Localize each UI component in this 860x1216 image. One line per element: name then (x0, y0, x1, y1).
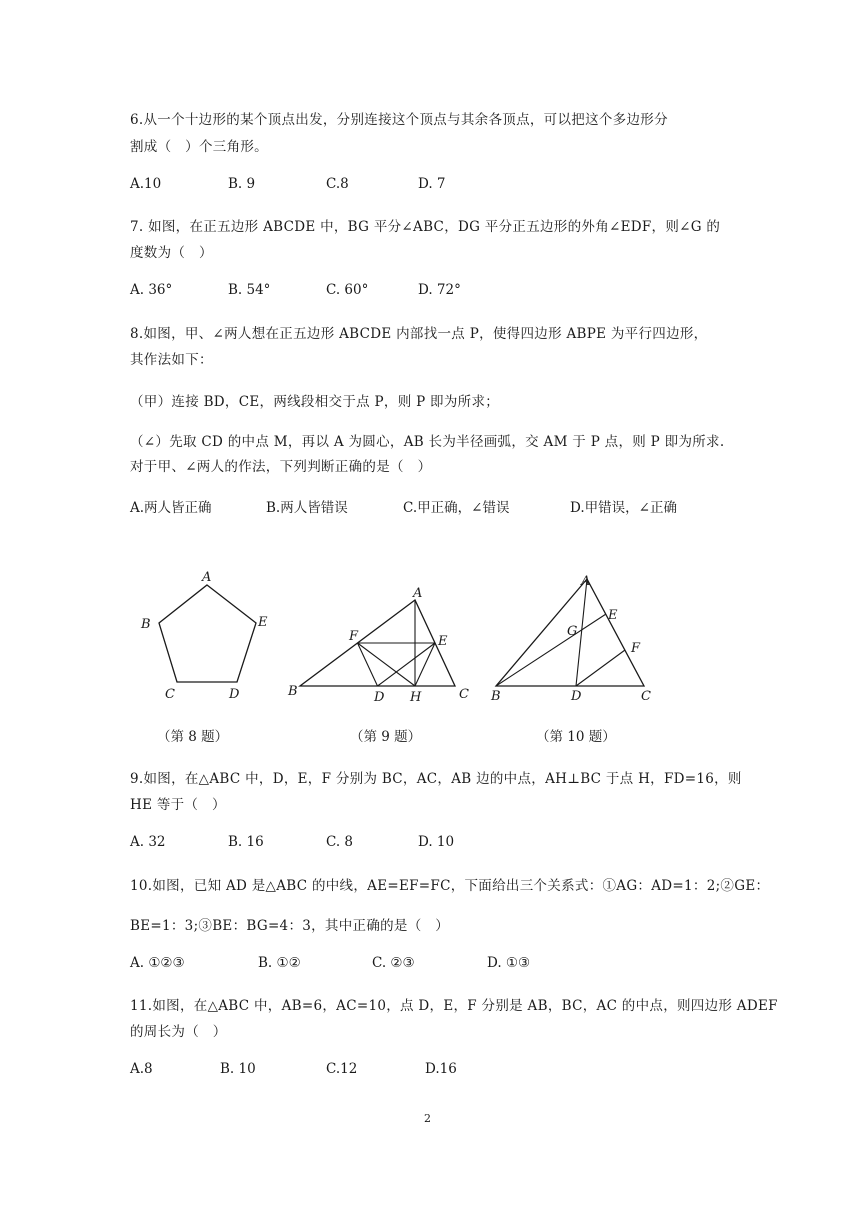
q11-option-d: D.16 (425, 1061, 457, 1077)
q7-option-a: A. 36° (130, 282, 173, 298)
q10-stem-line1: 10.如图，已知 AD 是△ABC 的中线，AE=EF=FC，下面给出三个关系式：①AG：AD=1：2;②GE： (130, 878, 770, 894)
q9-option-b: B. 16 (228, 834, 264, 850)
fig8-label-b: B (141, 617, 151, 632)
q9-option-c: C. 8 (326, 834, 354, 850)
fig9-label-d: D (374, 690, 385, 705)
q6-option-d: D. 7 (418, 176, 446, 192)
fig10-label-d: D (571, 689, 582, 704)
fig10-label-c: C (641, 689, 651, 704)
fig8-label-c: C (165, 687, 175, 702)
q9-stem-line1: 9.如图，在△ABC 中，D，E，F 分别为 BC，AC，AB 边的中点，AH⊥BC 于点 H，FD=16，则 (130, 771, 742, 787)
q6-option-a: A.10 (130, 176, 162, 192)
q7-stem-line2: 度数为（ ） (130, 245, 213, 261)
fig10-caption: （第 10 题） (536, 729, 616, 745)
q8-option-b: B.两人皆错误 (266, 500, 348, 516)
fig10-label-e: E (608, 608, 618, 623)
fig10-label-f: F (631, 641, 641, 656)
fig10-label-g: G (567, 624, 578, 639)
q7-stem-line1: 7. 如图，在正五边形 ABCDE 中，BG 平分∠ABC，DG 平分正五边形的外角∠EDF，则∠G 的 (130, 219, 721, 235)
fig10-label-a: A (581, 574, 591, 589)
q8-stem-line5: 对于甲、∠两人的作法，下列判断正确的是（ ） (130, 459, 432, 475)
q11-stem-line2: 的周长为（ ） (130, 1024, 227, 1040)
figure-8-pentagon (130, 565, 290, 715)
page-number: 2 (424, 1112, 431, 1125)
fig8-label-a: A (202, 570, 212, 585)
q6-option-b: B. 9 (228, 176, 256, 192)
q7-option-c: C. 60° (326, 282, 369, 298)
q11-option-a: A.8 (130, 1061, 153, 1077)
fig9-label-c: C (459, 687, 469, 702)
q8-option-c: C.甲正确，∠错误 (403, 500, 510, 516)
q10-option-a: A. ①②③ (130, 955, 185, 971)
figure-9-triangle (285, 580, 485, 705)
q6-stem-line1: 6.从一个十边形的某个顶点出发，分别连接这个顶点与其余各顶点，可以把这个多边形分 (130, 112, 668, 128)
q11-option-c: C.12 (326, 1061, 358, 1077)
figure-10-triangle (480, 565, 670, 705)
q11-stem-line1: 11.如图，在△ABC 中，AB=6，AC=10，点 D，E，F 分别是 AB，BC，AC 的中点，则四边形 ADEF (130, 998, 778, 1014)
q9-option-d: D. 10 (418, 834, 455, 850)
fig9-label-b: B (288, 684, 298, 699)
fig9-label-h: H (410, 690, 422, 705)
q9-option-a: A. 32 (130, 834, 166, 850)
q8-method-yi: （∠）先取 CD 的中点 M，再以 A 为圆心，AB 长为半径画弧，交 AM 于 P 点，则 P 即为所求. (130, 434, 725, 450)
q9-stem-line2: HE 等于（ ） (130, 797, 226, 813)
q10-option-d: D. ①③ (487, 955, 531, 971)
q8-stem-line1: 8.如图，甲、∠两人想在正五边形 ABCDE 内部找一点 P，使得四边形 ABPE 为平行四边形， (130, 326, 708, 342)
fig9-label-f: F (349, 629, 359, 644)
fig9-label-e: E (438, 634, 448, 649)
q8-option-d: D.甲错误，∠正确 (570, 500, 677, 516)
fig8-label-d: D (229, 687, 240, 702)
q8-method-jia: （甲）连接 BD，CE，两线段相交于点 P，则 P 即为所求； (130, 394, 500, 410)
fig8-caption: （第 8 题） (157, 729, 229, 745)
fig10-label-b: B (491, 689, 501, 704)
q11-option-b: B. 10 (220, 1061, 256, 1077)
q10-stem-line2: BE=1：3;③BE：BG=4：3，其中正确的是（ ） (130, 918, 450, 934)
fig9-label-a: A (413, 586, 423, 601)
fig8-label-e: E (258, 615, 268, 630)
q10-option-c: C. ②③ (372, 955, 415, 971)
fig9-caption: （第 9 题） (350, 729, 422, 745)
q7-option-b: B. 54° (228, 282, 271, 298)
q6-option-c: C.8 (326, 176, 349, 192)
q6-stem-line2: 割成（ ）个三角形。 (130, 139, 268, 155)
q8-option-a: A.两人皆正确 (130, 500, 212, 516)
q8-stem-line2: 其作法如下： (130, 352, 213, 368)
q7-option-d: D. 72° (418, 282, 461, 298)
q10-option-b: B. ①② (258, 955, 301, 971)
